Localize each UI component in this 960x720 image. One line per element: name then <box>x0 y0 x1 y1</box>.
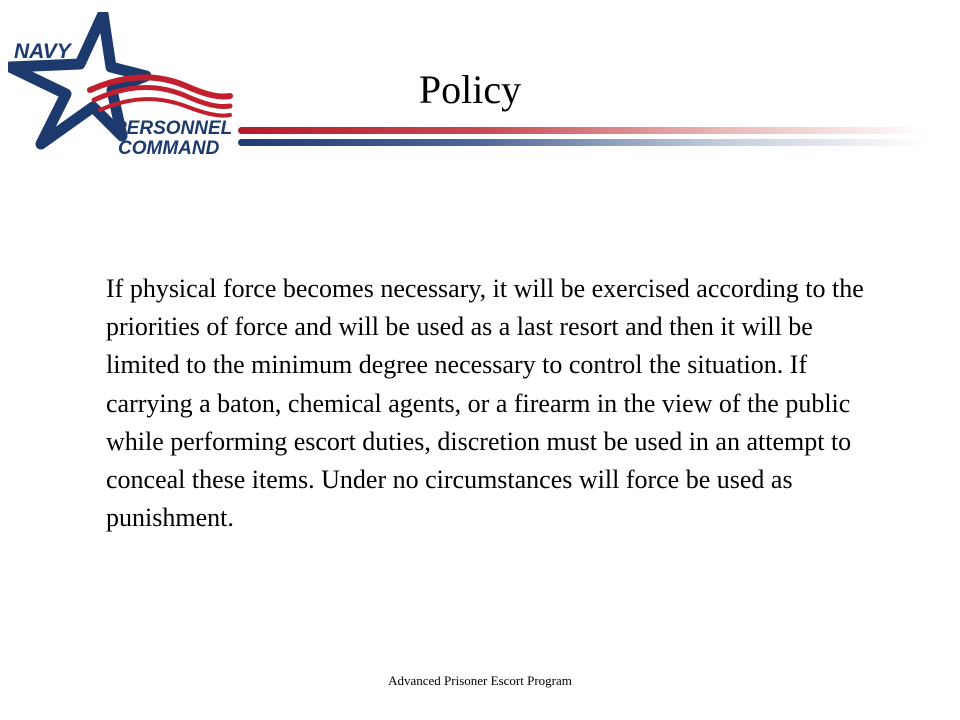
slide-footer: Advanced Prisoner Escort Program <box>388 673 572 688</box>
policy-body-text: If physical force becomes necessary, it will be exercised according to the priorities of force and will be used as a last resort and then it will be limited to the minimum degree necessary to control the situation. If carrying a baton, chemical agents, or a firearm in the view of the public while performing escort duties, discretion must be used in an attempt to conceal these items. Under no circumstances will force be used as punishment. <box>106 274 864 533</box>
title-rule-blue <box>238 139 928 146</box>
logo-text-personnel: PERSONNEL <box>114 118 233 139</box>
logo-text-command: COMMAND <box>118 138 220 159</box>
navy-personnel-command-logo <box>8 12 242 162</box>
title-rule-red <box>238 127 928 134</box>
slide-title: Policy <box>418 67 522 112</box>
logo-text-navy: NAVY <box>14 40 71 63</box>
